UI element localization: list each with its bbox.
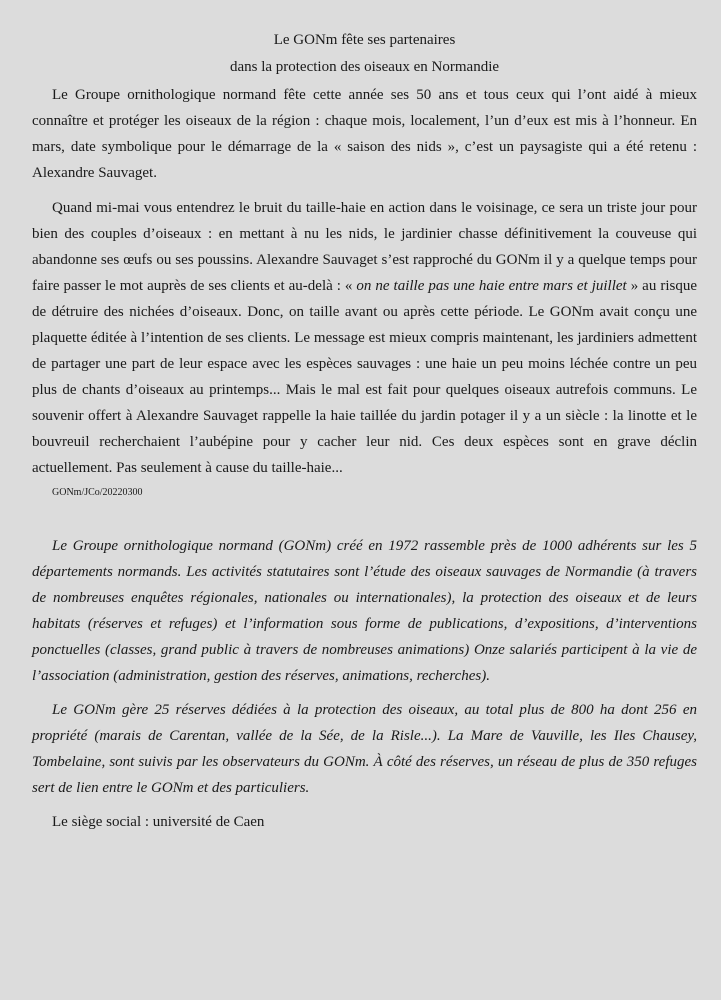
quoted-advice: on ne taille pas une haie entre mars et juillet: [356, 278, 627, 294]
paragraph-2-text-end: » au risque de détruire des nichées d’oiseaux. Donc, on taille avant ou après cette période. Le GONm avait conçu une plaquette éditée à l’intention de ses clients. Le message est mieux compris maintenant, les jardiniers admettent de partager une part de leur espace avec les espèces sauvages : une haie un peu moins léchée contre un peu plus de chants d’oiseaux au printemps... Mais le mal est fait pour quelques oiseaux autrefois communs. Le souvenir offert à Alexandre Sauvaget rappelle la haie taillée du jardin potager il y a un siècle : la linotte et le bouvreuil recherchaient l’aubépine pour y cacher leur nid. Ces deux espèces sont en grave déclin actuellement. Pas seulement à cause du taille-haie...: [32, 278, 697, 476]
article-signature: GONm/JCo/20220300: [52, 487, 143, 498]
about-section: [32, 533, 697, 835]
title-line-1: Le GONm fête ses partenaires: [273, 32, 456, 48]
article-paragraph-1: Le Groupe ornithologique normand fête cette année ses 50 ans et tous ceux qui l’ont aidé à mieux connaître et protéger les oiseaux de la région : chaque mois, localement, l’un d’eux est mis à l’honneur. En mars, date symbolique pour le démarrage de la « saison des nids », c’est un paysagiste qui a été retenu : Alexandre Sauvaget.: [32, 87, 697, 181]
headquarters-line: Le siège social : université de Caen: [52, 814, 265, 830]
article-body: [32, 82, 697, 500]
paragraph-2-text-start: Quand mi-mai vous entendrez le bruit du taille-haie en action dans le voisinage, ce sera un triste jour pour bien des couples d’oiseaux : en mettant à nu les nids, le jardinier chasse définitivement la couveuse qui abandonne ses œufs ou ses poussins. Alexandre Sauvaget s’est rapproché du GONm il y a quelque temps pour faire passer le mot auprès de ses clients et au-delà : «: [32, 200, 697, 294]
article-paragraph-2: [32, 195, 697, 481]
title-line-2: dans la protection des oiseaux en Normandie: [229, 59, 500, 75]
article-title: [32, 27, 697, 81]
about-paragraph-1: Le Groupe ornithologique normand (GONm) créé en 1972 rassemble près de 1000 adhérents sur les 5 départements normands. Les activités statutaires sont l’étude des oiseaux sauvages de Normandie (à travers de nombreuses enquêtes régionales, nationales ou internationales), la protection des oiseaux et de leurs habitats (réserves et refuges) et l’information sous forme de publications, d’expositions, d’interventions ponctuelles (classes, grand public à travers de nombreuses animations) Onze salariés participent à la vie de l’association (administration, gestion des réserves, animations, recherches).: [32, 538, 697, 684]
about-paragraph-2: Le GONm gère 25 réserves dédiées à la protection des oiseaux, au total plus de 800 ha dont 256 en propriété (marais de Carentan, vallée de la Sée, de la Risle...). La Mare de Vauville, les Iles Chausey, Tombelaine, sont suivis par les observateurs du GONm. À côté des réserves, un réseau de plus de 350 refuges sert de lien entre le GONm et des particuliers.: [32, 702, 697, 796]
